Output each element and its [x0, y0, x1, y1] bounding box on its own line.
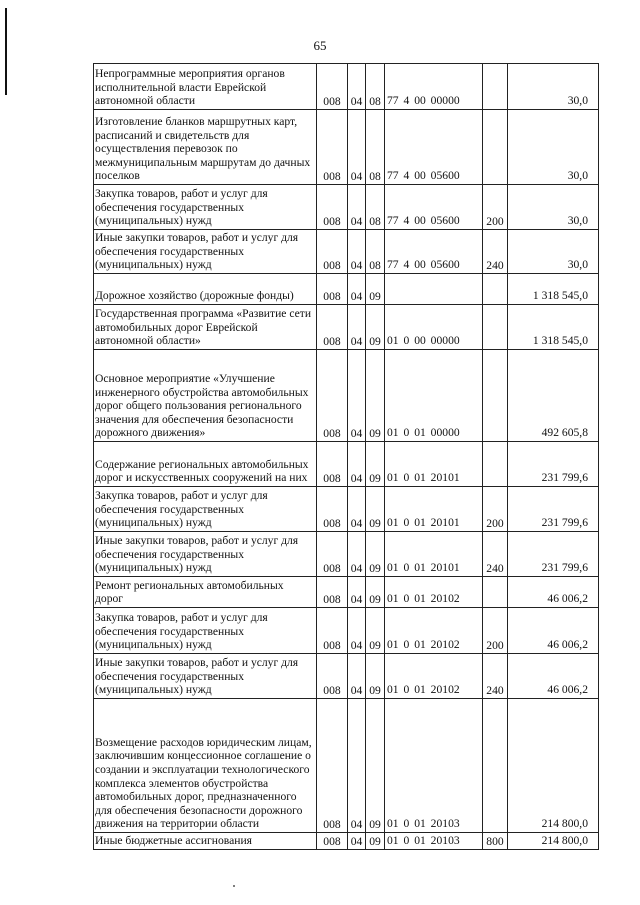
amount: 231 799,6 [508, 532, 599, 577]
expense-type [483, 699, 508, 833]
subsection-code: 09 [366, 577, 385, 608]
ministry-code: 008 [317, 305, 348, 350]
scan-speck [233, 885, 235, 887]
section-code: 04 [348, 487, 366, 532]
ministry-code: 008 [317, 350, 348, 442]
expense-type [483, 305, 508, 350]
ministry-code: 008 [317, 532, 348, 577]
section-code: 04 [348, 230, 366, 274]
expense-type [483, 350, 508, 442]
row-name: Иные бюджетные ассигнования [94, 833, 317, 850]
expense-type: 240 [483, 654, 508, 699]
amount: 231 799,6 [508, 442, 599, 487]
table-row [94, 487, 599, 532]
expense-type [483, 110, 508, 185]
table-row [94, 64, 599, 110]
amount: 492 605,8 [508, 350, 599, 442]
amount: 1 318 545,0 [508, 305, 599, 350]
target-article: 77 4 00 05600 [385, 230, 483, 274]
amount: 30,0 [508, 110, 599, 185]
table-row [94, 699, 599, 833]
subsection-code: 08 [366, 110, 385, 185]
target-article: 01 0 01 00000 [385, 350, 483, 442]
target-article: 01 0 01 20101 [385, 487, 483, 532]
section-code: 04 [348, 577, 366, 608]
ministry-code: 008 [317, 110, 348, 185]
section-code: 04 [348, 110, 366, 185]
target-article: 01 0 01 20103 [385, 833, 483, 850]
target-article: 77 4 00 05600 [385, 185, 483, 230]
row-name: Иные закупки товаров, работ и услуг для обеспечения государственных (муниципальных) нужд [94, 532, 317, 577]
section-code: 04 [348, 305, 366, 350]
row-name: Изготовление бланков маршрутных карт, расписаний и свидетельств для осуществления перевозок по межмуниципальным маршрутам до дачных поселков [94, 110, 317, 185]
table-row [94, 230, 599, 274]
subsection-code: 09 [366, 350, 385, 442]
target-article: 01 0 01 20101 [385, 532, 483, 577]
expense-type: 240 [483, 532, 508, 577]
section-code: 04 [348, 442, 366, 487]
expense-type: 240 [483, 230, 508, 274]
amount: 30,0 [508, 230, 599, 274]
amount: 46 006,2 [508, 654, 599, 699]
expense-type [483, 442, 508, 487]
table-row [94, 577, 599, 608]
section-code: 04 [348, 699, 366, 833]
amount: 1 318 545,0 [508, 274, 599, 305]
table-row [94, 110, 599, 185]
subsection-code: 09 [366, 833, 385, 850]
ministry-code: 008 [317, 487, 348, 532]
subsection-code: 09 [366, 654, 385, 699]
expense-type [483, 64, 508, 110]
budget-table [93, 63, 599, 850]
row-name: Дорожное хозяйство (дорожные фонды) [94, 274, 317, 305]
target-article: 01 0 01 20103 [385, 699, 483, 833]
ministry-code: 008 [317, 442, 348, 487]
ministry-code: 008 [317, 64, 348, 110]
ministry-code: 008 [317, 833, 348, 850]
row-name: Иные закупки товаров, работ и услуг для обеспечения государственных (муниципальных) нужд [94, 230, 317, 274]
target-article: 01 0 01 20102 [385, 577, 483, 608]
expense-type [483, 577, 508, 608]
table-row [94, 608, 599, 654]
table-row [94, 350, 599, 442]
subsection-code: 09 [366, 487, 385, 532]
row-name: Основное мероприятие «Улучшение инженерного обустройства автомобильных дорог общего пользования регионального значения для обеспечения безопасности дорожного движения» [94, 350, 317, 442]
subsection-code: 09 [366, 274, 385, 305]
row-name: Закупка товаров, работ и услуг для обеспечения государственных (муниципальных) нужд [94, 608, 317, 654]
section-code: 04 [348, 608, 366, 654]
row-name: Содержание региональных автомобильных дорог и искусственных сооружений на них [94, 442, 317, 487]
row-name: Государственная программа «Развитие сети автомобильных дорог Еврейской автономной области» [94, 305, 317, 350]
table-row [94, 654, 599, 699]
row-name: Возмещение расходов юридическим лицам, заключившим концессионное соглашение о создании и эксплуатации технологического комплекса элементов обустройства автомобильных дорог, предназначенного для обеспечения безопасности дорожного движения на территории области [94, 699, 317, 833]
table-row [94, 305, 599, 350]
target-article: 77 4 00 05600 [385, 110, 483, 185]
amount: 30,0 [508, 64, 599, 110]
subsection-code: 08 [366, 230, 385, 274]
ministry-code: 008 [317, 608, 348, 654]
table-row [94, 185, 599, 230]
ministry-code: 008 [317, 185, 348, 230]
section-code: 04 [348, 350, 366, 442]
subsection-code: 09 [366, 532, 385, 577]
subsection-code: 09 [366, 608, 385, 654]
table-row [94, 532, 599, 577]
subsection-code: 09 [366, 699, 385, 833]
target-article [385, 274, 483, 305]
section-code: 04 [348, 833, 366, 850]
section-code: 04 [348, 532, 366, 577]
section-code: 04 [348, 64, 366, 110]
amount: 46 006,2 [508, 608, 599, 654]
expense-type: 200 [483, 487, 508, 532]
ministry-code: 008 [317, 230, 348, 274]
subsection-code: 09 [366, 305, 385, 350]
ministry-code: 008 [317, 577, 348, 608]
row-name: Ремонт региональных автомобильных дорог [94, 577, 317, 608]
ministry-code: 008 [317, 274, 348, 305]
row-name: Закупка товаров, работ и услуг для обеспечения государственных (муниципальных) нужд [94, 487, 317, 532]
target-article: 01 0 01 20102 [385, 608, 483, 654]
page-number: 65 [313, 38, 327, 53]
section-code: 04 [348, 185, 366, 230]
target-article: 77 4 00 00000 [385, 64, 483, 110]
target-article: 01 0 01 20101 [385, 442, 483, 487]
expense-type: 800 [483, 833, 508, 850]
amount: 46 006,2 [508, 577, 599, 608]
row-name: Иные закупки товаров, работ и услуг для обеспечения государственных (муниципальных) нужд [94, 654, 317, 699]
amount: 30,0 [508, 185, 599, 230]
amount: 231 799,6 [508, 487, 599, 532]
target-article: 01 0 00 00000 [385, 305, 483, 350]
section-code: 04 [348, 654, 366, 699]
table-row [94, 442, 599, 487]
ministry-code: 008 [317, 654, 348, 699]
target-article: 01 0 01 20102 [385, 654, 483, 699]
subsection-code: 08 [366, 185, 385, 230]
row-name: Закупка товаров, работ и услуг для обеспечения государственных (муниципальных) нужд [94, 185, 317, 230]
ministry-code: 008 [317, 699, 348, 833]
subsection-code: 08 [366, 64, 385, 110]
table-row [94, 274, 599, 305]
expense-type: 200 [483, 185, 508, 230]
amount: 214 800,0 [508, 699, 599, 833]
expense-type [483, 274, 508, 305]
row-name: Непрограммные мероприятия органов исполнительной власти Еврейской автономной области [94, 64, 317, 110]
section-code: 04 [348, 274, 366, 305]
amount: 214 800,0 [508, 833, 599, 850]
expense-type: 200 [483, 608, 508, 654]
table-row [94, 833, 599, 850]
subsection-code: 09 [366, 442, 385, 487]
